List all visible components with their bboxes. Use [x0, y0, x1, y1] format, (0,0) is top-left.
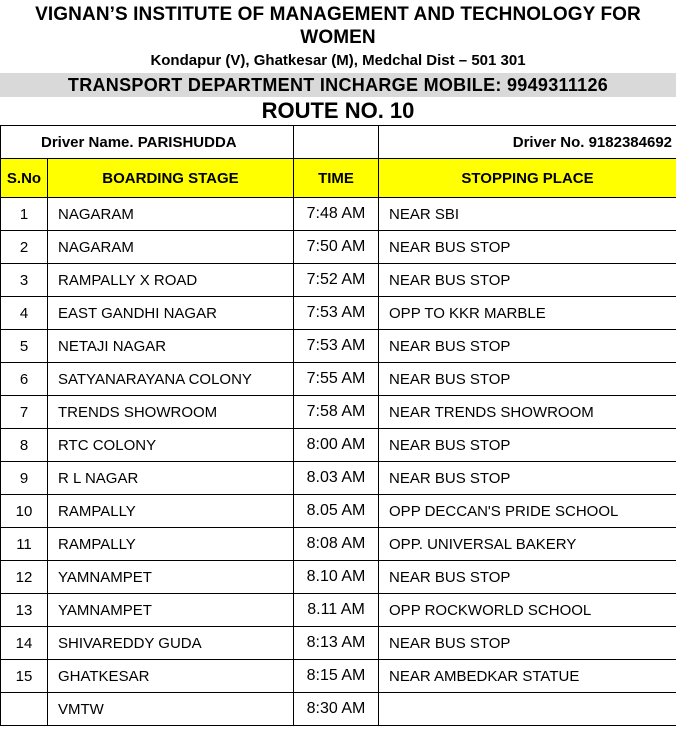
institute-address: Kondapur (V), Ghatkesar (M), Medchal Dist – 501 301	[150, 52, 526, 69]
row-time: 8:00 AM	[294, 429, 379, 462]
column-header-time: TIME	[294, 159, 379, 198]
table-row	[1, 297, 676, 330]
table-row	[1, 330, 676, 363]
row-time: 7:53 AM	[294, 297, 379, 330]
row-sno: 10	[1, 495, 48, 528]
institute-title-line2: WOMEN	[300, 27, 376, 48]
column-header-boarding-stage: BOARDING STAGE	[48, 159, 294, 198]
row-sno: 5	[1, 330, 48, 363]
row-stopping-place: NEAR BUS STOP	[379, 462, 676, 495]
row-sno: 2	[1, 231, 48, 264]
row-stopping-place: NEAR AMBEDKAR STATUE	[379, 660, 676, 693]
row-sno: 8	[1, 429, 48, 462]
column-header-stopping-place: STOPPING PLACE	[379, 159, 676, 198]
row-boarding-stage: RTC COLONY	[48, 429, 294, 462]
row-boarding-stage: EAST GANDHI NAGAR	[48, 297, 294, 330]
row-stopping-place: NEAR BUS STOP	[379, 363, 676, 396]
row-time: 8.05 AM	[294, 495, 379, 528]
transport-department-banner: TRANSPORT DEPARTMENT INCHARGE MOBILE: 9949311126	[0, 73, 676, 97]
driver-name: Driver Name. PARISHUDDA	[1, 126, 294, 159]
row-stopping-place: NEAR BUS STOP	[379, 330, 676, 363]
row-boarding-stage: RAMPALLY X ROAD	[48, 264, 294, 297]
table-row	[1, 495, 676, 528]
row-boarding-stage: RAMPALLY	[48, 528, 294, 561]
row-boarding-stage: NAGARAM	[48, 198, 294, 231]
row-boarding-stage: NETAJI NAGAR	[48, 330, 294, 363]
row-time: 8.11 AM	[294, 594, 379, 627]
row-sno: 11	[1, 528, 48, 561]
row-stopping-place	[379, 693, 676, 726]
row-sno: 6	[1, 363, 48, 396]
row-stopping-place: NEAR BUS STOP	[379, 264, 676, 297]
row-time: 8:13 AM	[294, 627, 379, 660]
column-header-sno: S.No	[1, 159, 48, 198]
table-row	[1, 561, 676, 594]
table-row	[1, 594, 676, 627]
row-time: 8.10 AM	[294, 561, 379, 594]
driver-info-row	[1, 126, 676, 159]
row-boarding-stage: VMTW	[48, 693, 294, 726]
institute-title-line1: VIGNAN’S INSTITUTE OF MANAGEMENT AND TECHNOLOGY FOR	[35, 4, 641, 25]
table-row	[1, 528, 676, 561]
row-sno: 3	[1, 264, 48, 297]
row-boarding-stage: R L NAGAR	[48, 462, 294, 495]
row-sno: 12	[1, 561, 48, 594]
row-time: 7:55 AM	[294, 363, 379, 396]
row-time: 7:58 AM	[294, 396, 379, 429]
row-stopping-place: NEAR TRENDS SHOWROOM	[379, 396, 676, 429]
row-stopping-place: OPP DECCAN'S PRIDE SCHOOL	[379, 495, 676, 528]
row-boarding-stage: RAMPALLY	[48, 495, 294, 528]
table-row	[1, 396, 676, 429]
row-time: 8:15 AM	[294, 660, 379, 693]
route-table	[0, 125, 676, 726]
table-row	[1, 462, 676, 495]
row-stopping-place: NEAR BUS STOP	[379, 627, 676, 660]
row-boarding-stage: SATYANARAYANA COLONY	[48, 363, 294, 396]
table-row	[1, 363, 676, 396]
row-time: 7:52 AM	[294, 264, 379, 297]
row-sno: 15	[1, 660, 48, 693]
row-time: 7:53 AM	[294, 330, 379, 363]
row-stopping-place: NEAR BUS STOP	[379, 231, 676, 264]
row-stopping-place: OPP. UNIVERSAL BAKERY	[379, 528, 676, 561]
driver-spacer-cell	[294, 126, 379, 159]
row-time: 8:08 AM	[294, 528, 379, 561]
institute-title	[0, 0, 676, 49]
table-row	[1, 429, 676, 462]
driver-number: Driver No. 9182384692	[379, 126, 676, 159]
row-stopping-place: NEAR BUS STOP	[379, 429, 676, 462]
row-time: 8.03 AM	[294, 462, 379, 495]
row-sno: 1	[1, 198, 48, 231]
table-row	[1, 198, 676, 231]
row-stopping-place: OPP ROCKWORLD SCHOOL	[379, 594, 676, 627]
row-stopping-place: NEAR BUS STOP	[379, 561, 676, 594]
row-sno: 14	[1, 627, 48, 660]
row-boarding-stage: NAGARAM	[48, 231, 294, 264]
table-row	[1, 231, 676, 264]
row-sno	[1, 693, 48, 726]
row-sno: 9	[1, 462, 48, 495]
route-number: ROUTE NO. 10	[261, 98, 415, 123]
row-sno: 7	[1, 396, 48, 429]
table-row	[1, 264, 676, 297]
row-stopping-place: NEAR SBI	[379, 198, 676, 231]
table-row	[1, 660, 676, 693]
table-row	[1, 693, 676, 726]
row-boarding-stage: SHIVAREDDY GUDA	[48, 627, 294, 660]
row-time: 8:30 AM	[294, 693, 379, 726]
table-row	[1, 627, 676, 660]
row-sno: 4	[1, 297, 48, 330]
row-boarding-stage: GHATKESAR	[48, 660, 294, 693]
row-boarding-stage: YAMNAMPET	[48, 594, 294, 627]
row-stopping-place: OPP TO KKR MARBLE	[379, 297, 676, 330]
table-header-row	[1, 159, 676, 198]
row-boarding-stage: YAMNAMPET	[48, 561, 294, 594]
row-time: 7:48 AM	[294, 198, 379, 231]
row-time: 7:50 AM	[294, 231, 379, 264]
row-boarding-stage: TRENDS SHOWROOM	[48, 396, 294, 429]
row-sno: 13	[1, 594, 48, 627]
